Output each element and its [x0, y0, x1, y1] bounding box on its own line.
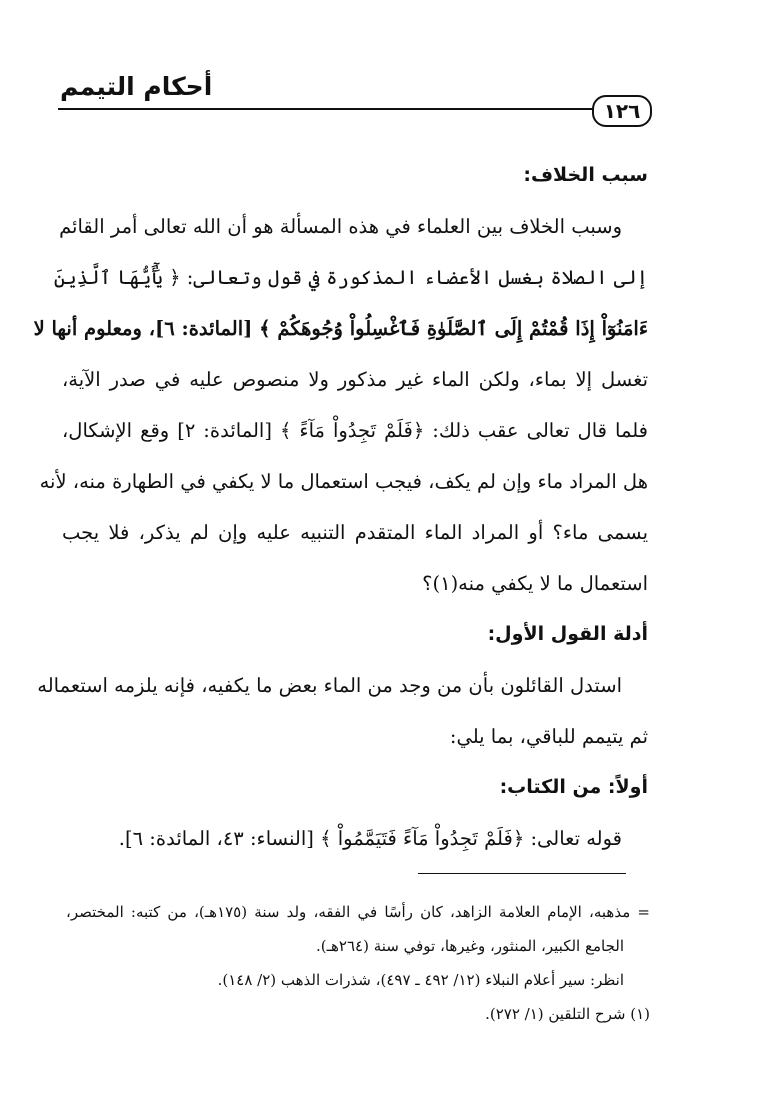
paragraph-line: قوله تعالى: ﴿فَلَمْ تَجِدُواْ مَآءً فَتَيَمَّمُواْ ﴾ [النساء: ٤٣، المائدة: ٦]. [118, 827, 622, 850]
paragraph-line: ثم يتيمم للباقي، بما يلي: [449, 725, 648, 748]
footnote-line: (١) شرح التلقين (١/ ٢٧٢). [485, 1005, 650, 1023]
running-title: أحكام التيمم [60, 72, 213, 101]
paragraph-line: إلى الصلاة بغسل الأعضاء المذكورة في قول وتعالى: ﴿ يَٰٓأَيُّهَا ٱلَّذِينَ [53, 266, 648, 289]
paragraph-line: يسمى ماء؟ أو المراد الماء المتقدم التنبيه عليه وإن لم يذكر، فلا يجب [62, 521, 648, 544]
main-text [33, 150, 648, 864]
paragraph-line: ءَامَنُوٓاْ إِذَا قُمْتُمْ إِلَى ٱلصَّلَوٰةِ فَٱغْسِلُواْ وُجُوهَكُمْ ﴾ [المائدة: ٦]، ومعلوم أنها لا [33, 317, 648, 340]
footnotes [66, 895, 650, 1031]
footnote-line: الجامع الكبير، المنثور، وغيرها، توفي سنة (٢٦٤هـ). [315, 937, 624, 955]
paragraph-line: استدل القائلون بأن من وجد من الماء بعض ما يكفيه، فإنه يلزمه استعماله [37, 674, 622, 697]
paragraph-line: تغسل إلا بماء، ولكن الماء غير مذكور ولا منصوص عليه في صدر الآية، [62, 368, 648, 391]
page-number-badge: ١٢٦ [592, 95, 652, 127]
section-heading: أدلة القول الأول: [487, 623, 648, 645]
section-heading: أولاً: من الكتاب: [499, 776, 648, 798]
header-rule [58, 108, 650, 110]
footnote-line: انظر: سير أعلام النبلاء (١٢/ ٤٩٢ ـ ٤٩٧)، شذرات الذهب (٢/ ١٤٨). [217, 971, 624, 989]
footnote-rule [418, 873, 626, 874]
paragraph-line: وسبب الخلاف بين العلماء في هذه المسألة هو أن الله تعالى أمر القائم [59, 215, 622, 238]
paragraph-line: فلما قال تعالى عقب ذلك: ﴿فَلَمْ تَجِدُواْ مَآءً ﴾ [المائدة: ٢] وقع الإشكال، [62, 419, 648, 442]
section-heading: سبب الخلاف: [523, 164, 648, 186]
footnote-line: = مذهبه، الإمام العلامة الزاهد، كان رأسًا في الفقه، ولد سنة (١٧٥هـ)، من كتبه: المختصر، [66, 903, 650, 921]
paragraph-line: هل المراد ماء وإن لم يكف، فيجب استعمال ما لا يكفي في الطهارة منه، لأنه [39, 470, 648, 493]
paragraph-line: استعمال ما لا يكفي منه(١)؟ [422, 572, 648, 595]
